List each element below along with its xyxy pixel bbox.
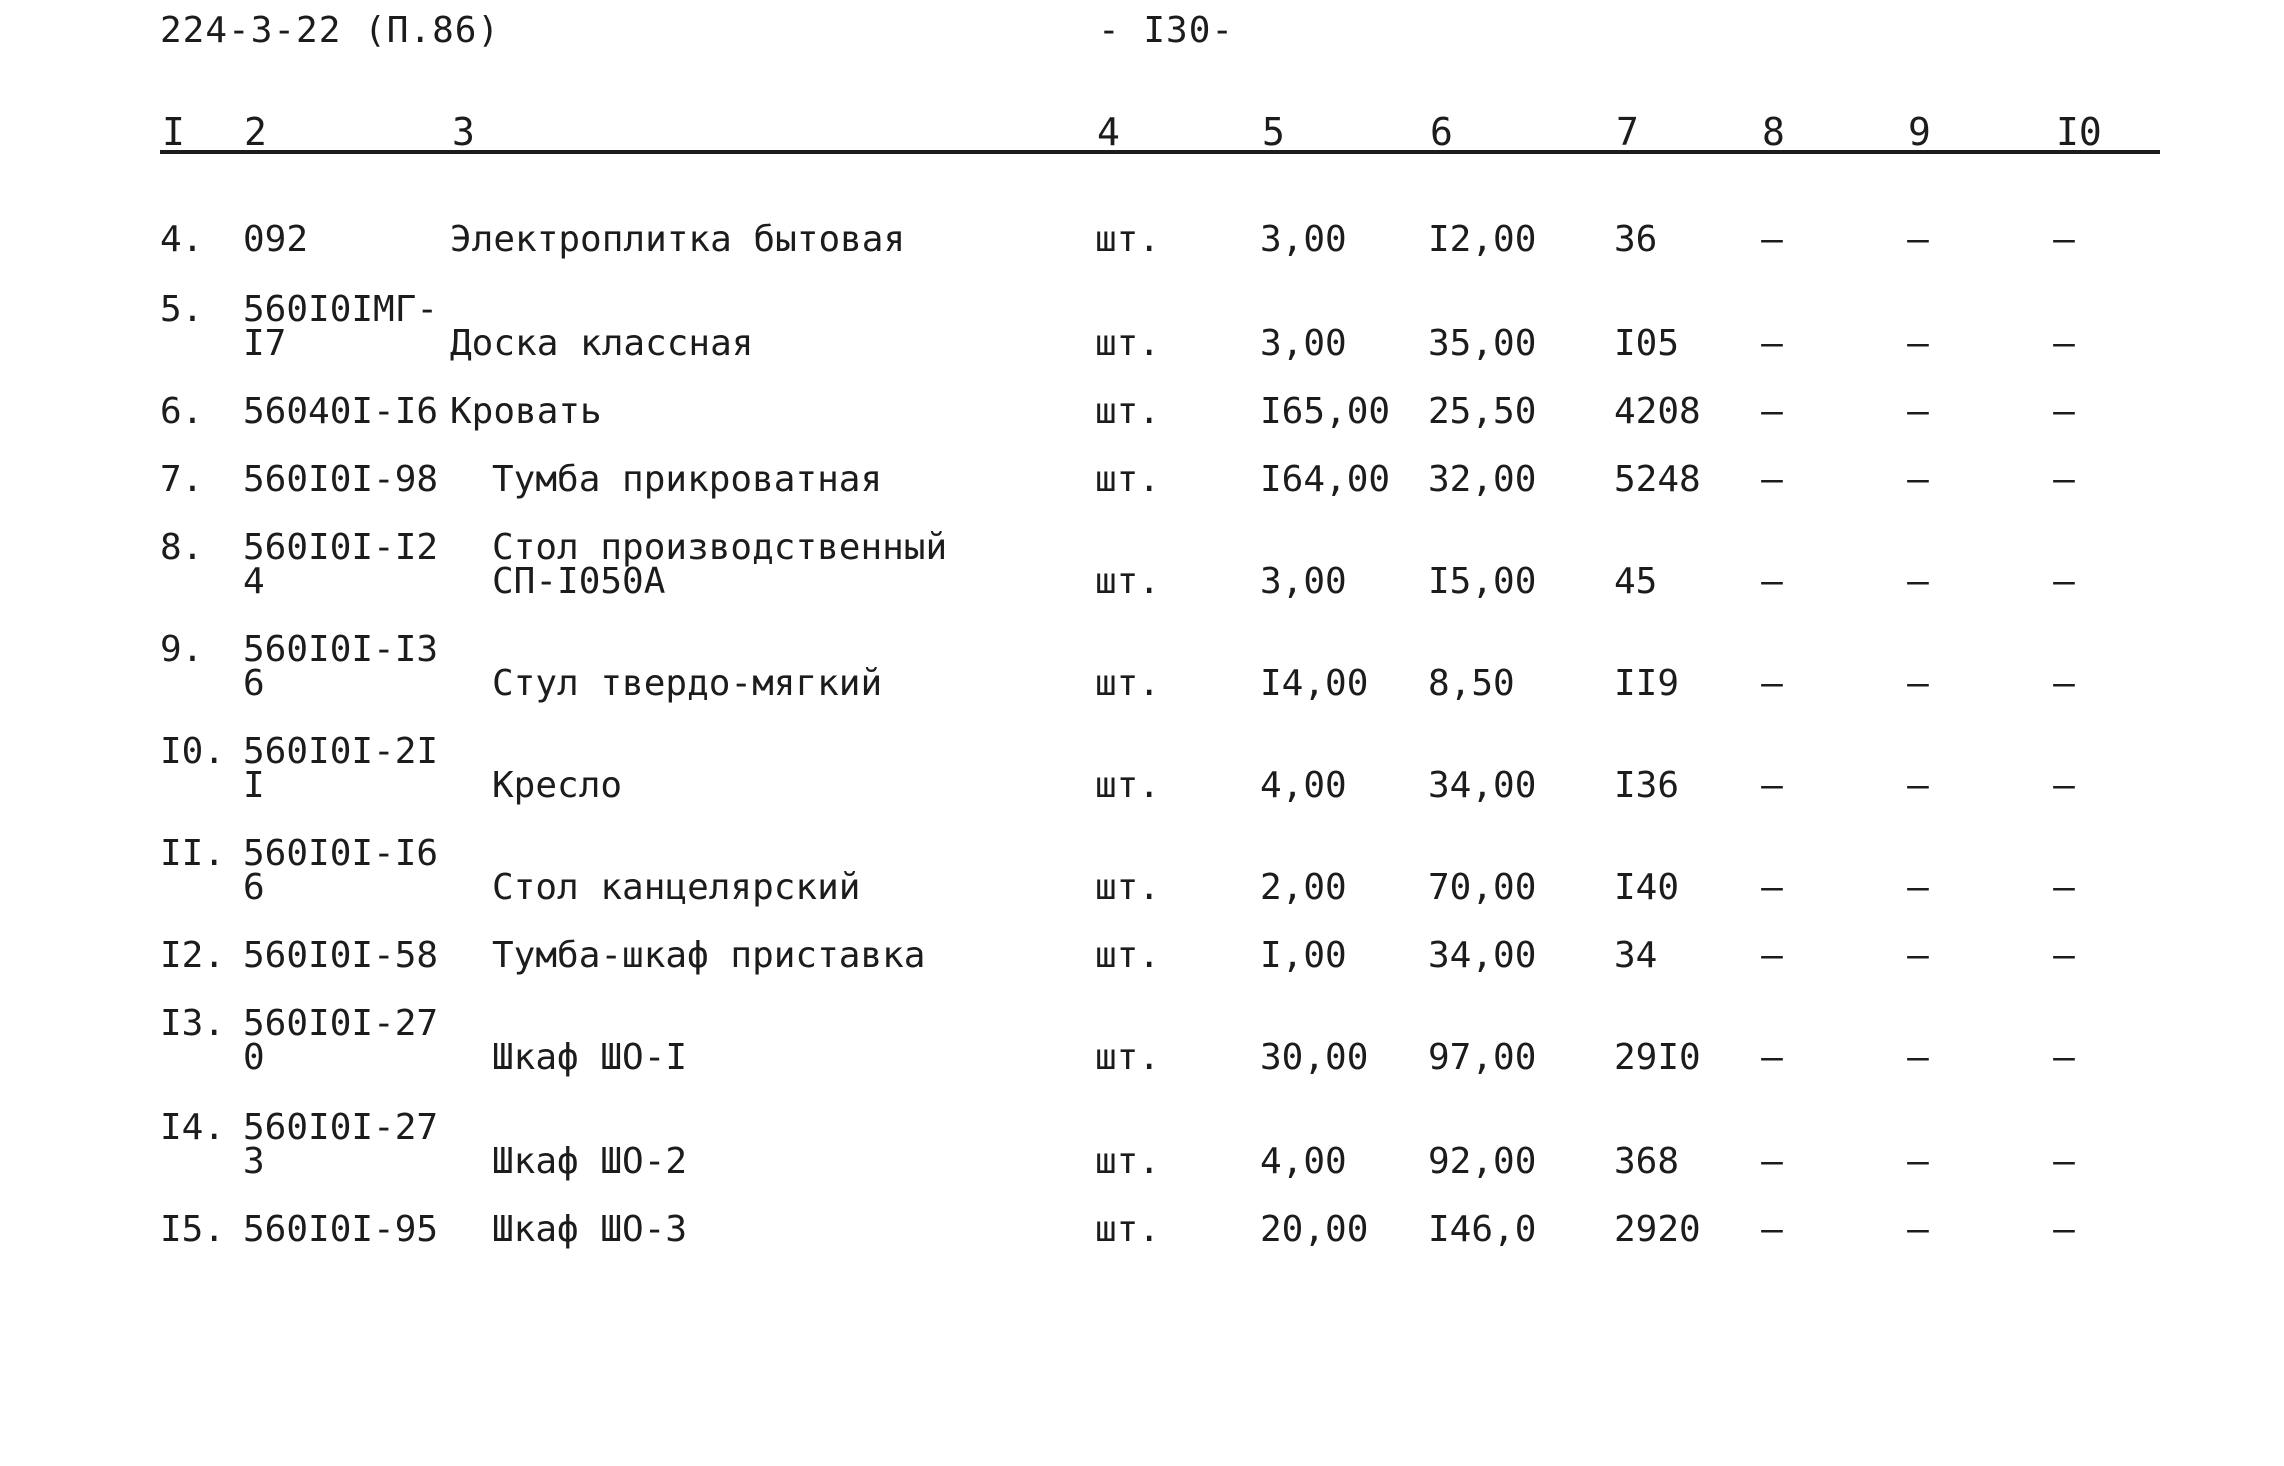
col10-value: – <box>2053 219 2075 260</box>
item-name: Шкаф ШО-I <box>492 1037 688 1078</box>
item-price: 92,00 <box>1428 1141 1537 1182</box>
column-header-row <box>0 110 2284 154</box>
item-code: 560I0I-27 <box>243 1003 439 1044</box>
item-unit: шт. <box>1095 459 1161 500</box>
item-quantity: I,00 <box>1260 935 1347 976</box>
item-sum: 4208 <box>1614 391 1701 432</box>
col10-value: – <box>2053 663 2075 704</box>
item-quantity: I64,00 <box>1260 459 1391 500</box>
row-number: I3. <box>160 1003 226 1044</box>
item-quantity: 20,00 <box>1260 1209 1369 1250</box>
item-name: Тумба-шкаф приставка <box>492 935 926 976</box>
item-name: Стол канцелярский <box>492 867 861 908</box>
col9-value: – <box>1907 1037 1929 1078</box>
col10-value: – <box>2053 1141 2075 1182</box>
item-name: Стул твердо-мягкий <box>492 663 883 704</box>
item-sum: 36 <box>1614 219 1658 260</box>
item-sum: 2920 <box>1614 1209 1701 1250</box>
row-number: I2. <box>160 935 226 976</box>
item-quantity: 3,00 <box>1260 219 1347 260</box>
item-unit: шт. <box>1095 391 1161 432</box>
col9-value: – <box>1907 935 1929 976</box>
item-code-continuation: 0 <box>243 1037 265 1078</box>
row-number: I4. <box>160 1107 226 1148</box>
col8-value: – <box>1761 323 1783 364</box>
column-header-8: 8 <box>1762 110 1785 154</box>
item-code-continuation: 6 <box>243 663 265 704</box>
row-number: 4. <box>160 219 204 260</box>
item-price: 34,00 <box>1428 765 1537 806</box>
item-name: Тумба прикроватная <box>492 459 883 500</box>
col9-value: – <box>1907 391 1929 432</box>
col10-value: – <box>2053 765 2075 806</box>
col8-value: – <box>1761 935 1783 976</box>
col10-value: – <box>2053 1209 2075 1250</box>
item-sum: 34 <box>1614 935 1658 976</box>
row-number: I5. <box>160 1209 226 1250</box>
item-quantity: 4,00 <box>1260 765 1347 806</box>
item-sum: 45 <box>1614 561 1658 602</box>
item-unit: шт. <box>1095 219 1161 260</box>
item-code: 560I0I-98 <box>243 459 439 500</box>
column-header-2: 2 <box>244 110 267 154</box>
col9-value: – <box>1907 1209 1929 1250</box>
item-unit: шт. <box>1095 1209 1161 1250</box>
item-code-continuation: 6 <box>243 867 265 908</box>
col8-value: – <box>1761 663 1783 704</box>
item-code: 560I0I-2I <box>243 731 439 772</box>
item-name: Доска классная <box>450 323 754 364</box>
col10-value: – <box>2053 391 2075 432</box>
item-sum: II9 <box>1614 663 1680 704</box>
item-code: 560I0IМГ- <box>243 289 439 330</box>
col9-value: – <box>1907 1141 1929 1182</box>
col9-value: – <box>1907 561 1929 602</box>
item-code: 560I0I-I2 <box>243 527 439 568</box>
page-number: - I30- <box>1098 10 1235 51</box>
column-header-10: I0 <box>2056 110 2102 154</box>
item-unit: шт. <box>1095 663 1161 704</box>
item-code-continuation: 3 <box>243 1141 265 1182</box>
item-code-continuation: I <box>243 765 265 806</box>
col9-value: – <box>1907 663 1929 704</box>
row-number: 5. <box>160 289 204 330</box>
row-number: I0. <box>160 731 226 772</box>
item-unit: шт. <box>1095 1037 1161 1078</box>
item-code: 560I0I-I3 <box>243 629 439 670</box>
item-name: Шкаф ШО-3 <box>492 1209 688 1250</box>
col10-value: – <box>2053 459 2075 500</box>
column-header-6: 6 <box>1430 110 1453 154</box>
row-number: 8. <box>160 527 204 568</box>
row-number: 6. <box>160 391 204 432</box>
item-sum: 5248 <box>1614 459 1701 500</box>
item-name-continuation: СП-I050А <box>492 561 666 602</box>
header-underline <box>160 150 2160 154</box>
item-unit: шт. <box>1095 1141 1161 1182</box>
item-quantity: 3,00 <box>1260 323 1347 364</box>
row-number: II. <box>160 833 226 874</box>
item-quantity: 3,00 <box>1260 561 1347 602</box>
item-sum: 29I0 <box>1614 1037 1701 1078</box>
item-name: Кресло <box>492 765 623 806</box>
document-id: 224-3-22 (П.86) <box>160 10 501 51</box>
item-sum: I36 <box>1614 765 1680 806</box>
item-quantity: I65,00 <box>1260 391 1391 432</box>
item-price: 70,00 <box>1428 867 1537 908</box>
col10-value: – <box>2053 561 2075 602</box>
column-header-7: 7 <box>1616 110 1639 154</box>
column-header-9: 9 <box>1908 110 1931 154</box>
item-price: 34,00 <box>1428 935 1537 976</box>
col8-value: – <box>1761 1209 1783 1250</box>
col9-value: – <box>1907 867 1929 908</box>
row-number: 7. <box>160 459 204 500</box>
item-unit: шт. <box>1095 935 1161 976</box>
item-code-continuation: I7 <box>243 323 287 364</box>
col8-value: – <box>1761 219 1783 260</box>
item-name: Шкаф ШО-2 <box>492 1141 688 1182</box>
item-price: I2,00 <box>1428 219 1537 260</box>
col8-value: – <box>1761 561 1783 602</box>
item-price: 97,00 <box>1428 1037 1537 1078</box>
col8-value: – <box>1761 765 1783 806</box>
item-code: 560I0I-58 <box>243 935 439 976</box>
col8-value: – <box>1761 459 1783 500</box>
column-header-1: I <box>162 110 185 154</box>
item-price: I46,0 <box>1428 1209 1537 1250</box>
item-unit: шт. <box>1095 765 1161 806</box>
col8-value: – <box>1761 1141 1783 1182</box>
item-name: Электроплитка бытовая <box>450 219 906 260</box>
item-price: 25,50 <box>1428 391 1537 432</box>
col10-value: – <box>2053 867 2075 908</box>
col10-value: – <box>2053 1037 2075 1078</box>
row-number: 9. <box>160 629 204 670</box>
col9-value: – <box>1907 323 1929 364</box>
item-price: 35,00 <box>1428 323 1537 364</box>
item-code-continuation: 4 <box>243 561 265 602</box>
item-code: 092 <box>243 219 309 260</box>
col8-value: – <box>1761 1037 1783 1078</box>
item-quantity: 30,00 <box>1260 1037 1369 1078</box>
item-sum: 368 <box>1614 1141 1680 1182</box>
column-header-3: 3 <box>452 110 475 154</box>
item-unit: шт. <box>1095 561 1161 602</box>
item-name: Кровать <box>450 391 602 432</box>
item-quantity: I4,00 <box>1260 663 1369 704</box>
item-sum: I40 <box>1614 867 1680 908</box>
item-code: 560I0I-27 <box>243 1107 439 1148</box>
item-price: I5,00 <box>1428 561 1537 602</box>
col8-value: – <box>1761 391 1783 432</box>
col9-value: – <box>1907 219 1929 260</box>
item-code: 560I0I-I6 <box>243 833 439 874</box>
col10-value: – <box>2053 323 2075 364</box>
col10-value: – <box>2053 935 2075 976</box>
item-price: 8,50 <box>1428 663 1515 704</box>
item-name: Стол производственный <box>492 527 948 568</box>
item-code: 56040I-I6 <box>243 391 439 432</box>
col9-value: – <box>1907 765 1929 806</box>
item-price: 32,00 <box>1428 459 1537 500</box>
item-quantity: 4,00 <box>1260 1141 1347 1182</box>
item-unit: шт. <box>1095 323 1161 364</box>
item-quantity: 2,00 <box>1260 867 1347 908</box>
column-header-4: 4 <box>1097 110 1120 154</box>
item-code: 560I0I-95 <box>243 1209 439 1250</box>
col8-value: – <box>1761 867 1783 908</box>
column-header-5: 5 <box>1262 110 1285 154</box>
col9-value: – <box>1907 459 1929 500</box>
item-unit: шт. <box>1095 867 1161 908</box>
item-sum: I05 <box>1614 323 1680 364</box>
